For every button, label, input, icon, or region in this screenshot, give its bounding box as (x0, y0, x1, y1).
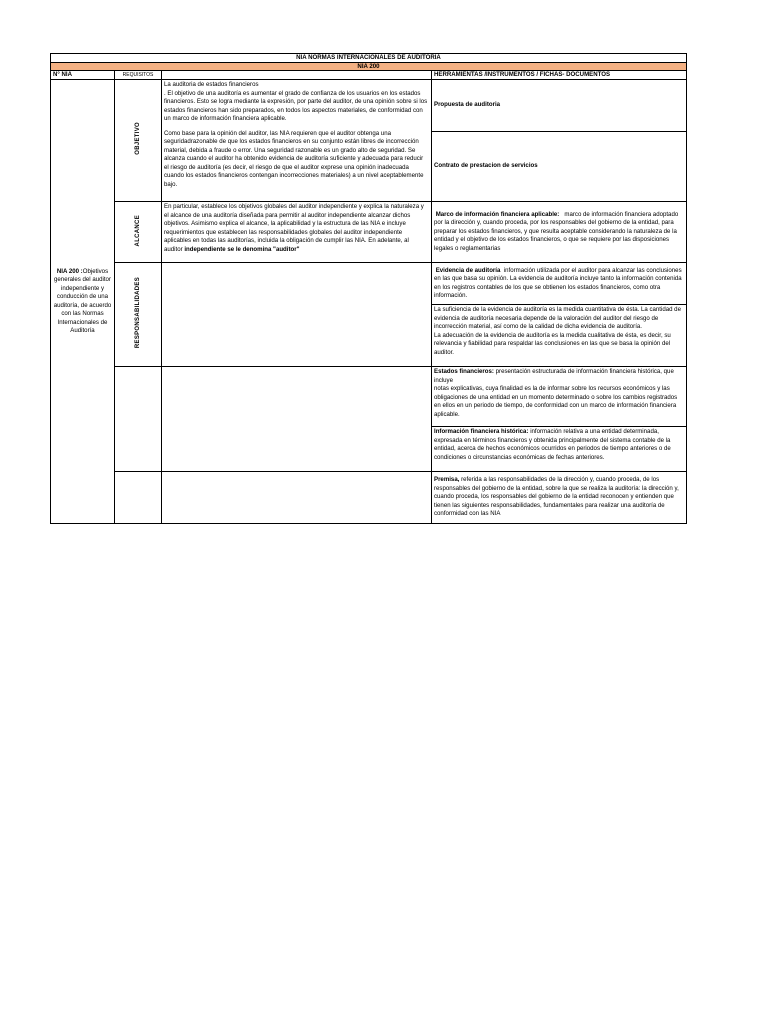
tool-evidencia-text: información utilizada por el auditor para alcanzar las conclusiones en las que basa su opinión. La evidencia de auditoría incluye tanto la información contenida en los registros contables de los que se obtienen los estados financieros, como otra información. (434, 266, 682, 299)
tool-contrato-label: Contrato de prestacion de servicios (434, 162, 538, 170)
tool-evidencia-title: Evidencia de auditoría (435, 266, 501, 274)
tool-suficiencia-text: La suficiencia de la evidencia de auditoría es la medida cuantitativa de ésta. La cantidad de evidencia de auditoría necesaria depende de la valoración del auditor del riesgo de incorrección material, así como de la calidad de dicha evidencia de auditoría. (434, 306, 681, 330)
alcance-text-cell (162, 202, 432, 263)
tool-propuesta (432, 80, 687, 132)
tool-contrato (432, 132, 687, 202)
table-subtitle: NIA 200 (51, 63, 687, 71)
tool-historica-title: Información financiera histórica: (434, 428, 529, 435)
title-row (51, 54, 687, 63)
objetivo-heading: La auditoria de estados financieros (164, 81, 259, 88)
header-nia: N° NIA (51, 71, 115, 80)
table-title: NIA NORMAS INTERNACIONALES DE AUDITORIA (51, 54, 687, 63)
tool-premisa (432, 472, 687, 524)
header-row (51, 71, 687, 80)
table-row (51, 367, 687, 427)
tool-adecuacion-text: La adecuación de la evidencia de auditoría es la medida cualitativa de ésta, es decir, su relevancia y fiabilidad para respaldar las conclusiones en las que se basa la opinión del auditor. (434, 331, 671, 356)
alcance-paragraph-bold: independiente se le denomina "auditor" (184, 245, 300, 253)
nia-table (50, 53, 687, 524)
table-row (51, 202, 687, 263)
tool-evidencia (432, 263, 687, 305)
requisito-objetivo (115, 80, 162, 202)
tool-premisa-text: referida a las responsabilidades de la dirección y, cuando proceda, de los responsables del gobierno de la entidad, sobre la que se realiza la auditoría: la dirección y, cuando proceda, los responsables del gobierno de la entidad reconocen y entienden que tienen las siguientes responsabilidades, fundamentales para realizar una auditoría de conformidad con las NIA (434, 476, 679, 518)
header-herramientas: HERRAMIENTAS /INSTRUMENTOS / FICHAS- DOCUMENTOS (432, 71, 687, 80)
table-row (51, 472, 687, 524)
objetivo-paragraph-1: . El objetivo de una auditoría es aumentar el grado de confianza de los usuarios en los estados financieros. Esto se logra mediante la expresión, por parte del auditor, de una opinión sobre si los estados financieros han sido preparados, en todos los aspectos materiales, de conformidad con un marco de información financiera aplicable. (164, 89, 428, 122)
tool-estados-text-3: aplicable. (434, 410, 460, 418)
table-row (51, 263, 687, 305)
alcance-label: ALCANCE (134, 214, 141, 246)
objetivo-text-cell (162, 80, 432, 202)
tool-premisa-title: Premisa, (434, 476, 460, 484)
tool-marco-text: marco de información financiera adoptado por la dirección y, cuando proceda, por los responsables del gobierno de la entidad, para preparar los estados financieros, y que resulta aceptable considerando la naturaleza de la entidad y el objetivo de los estados financieros, o que se requiere por las disposiciones legales o reglamentarias (434, 210, 679, 252)
responsabilidades-label: RESPONSABILIDADES (134, 277, 141, 349)
requisito-empty-1 (115, 367, 162, 472)
header-blank (162, 71, 432, 80)
tool-estados-text-1: presentación estructurada de información financiera histórica, que incluye (434, 368, 674, 384)
alcance-paragraph: En particular, establece los objetivos globales del auditor independiente y explica la naturaleza y el alcance de una auditoría diseñada para permitir al auditor independiente alcanzar dichos objetivos. Asimismo explica el alcance, la aplicabilidad y la estructura de las NIA e incluye requerimientos que establecen las responsabilidades globales del auditor independiente aplicables en todas las auditorías, incluida la obligación de cumplir las NIA. En adelante, al auditor (164, 203, 424, 253)
requisito-alcance (115, 202, 162, 263)
nia-code: NIA 200 : (56, 267, 83, 275)
objetivo-label: OBJETIVO (134, 122, 141, 156)
nia-description: Objetivos generales del auditor independiente y conducción de una auditoría, de acuerdo con las Normas Internacionales de Auditoría (53, 267, 112, 334)
text-empty-1 (162, 367, 432, 472)
text-empty-2 (162, 472, 432, 524)
requisito-responsabilidades (115, 263, 162, 367)
subtitle-row (51, 63, 687, 71)
tool-estados-title: Estados financieros: (434, 368, 494, 375)
tool-estados-text-2: notas explicativas, cuya finalidad es la de informar sobre los recursos económicos y las obligaciones de una entidad en un momento determinado o sobre los cambios registrados en ellos en un periodo de tiempo, de conformidad con un marco de información financiera (434, 385, 678, 409)
tool-marco-title: Marco de información financiera aplicable: (435, 210, 560, 218)
tool-historica (432, 427, 687, 472)
nia-table-sheet (50, 53, 686, 524)
tool-estados (432, 367, 687, 427)
nia-cell (51, 80, 115, 524)
header-requisitos: REQUISITOS (115, 71, 162, 80)
requisito-empty-2 (115, 472, 162, 524)
tool-propuesta-label: Propuesta de auditoria (434, 101, 501, 109)
tool-historica-text: información relativa a una entidad determinada, expresada en términos financieros y obtenida principalmente del sistema contable de la entidad, acerca de hechos económicos ocurridos en periodos de tiempo anteriores o de condiciones o circunstancias económicas de fechas anteriores. (434, 428, 671, 461)
responsabilidades-text-cell (162, 263, 432, 367)
table-row (51, 80, 687, 132)
tool-suficiencia (432, 305, 687, 367)
tool-marco (432, 202, 687, 263)
objetivo-paragraph-2: Como base para la opinión del auditor, las NIA requieren que el auditor obtenga una seguridadrazonable de que los estados financieros en su conjunto están libres de incorrección material, debida a fraude o error. Una seguridad razonable es un grado alto de seguridad. Se alcanza cuando el auditor ha obtenido evidencia de auditoría suficiente y adecuada para reducir el riesgo de auditoría (es decir, el riesgo de que el auditor exprese una opinión inadecuada cuando los estados financieros contengan incorrecciones materiales) a un nivel aceptablemente bajo. (164, 129, 424, 188)
